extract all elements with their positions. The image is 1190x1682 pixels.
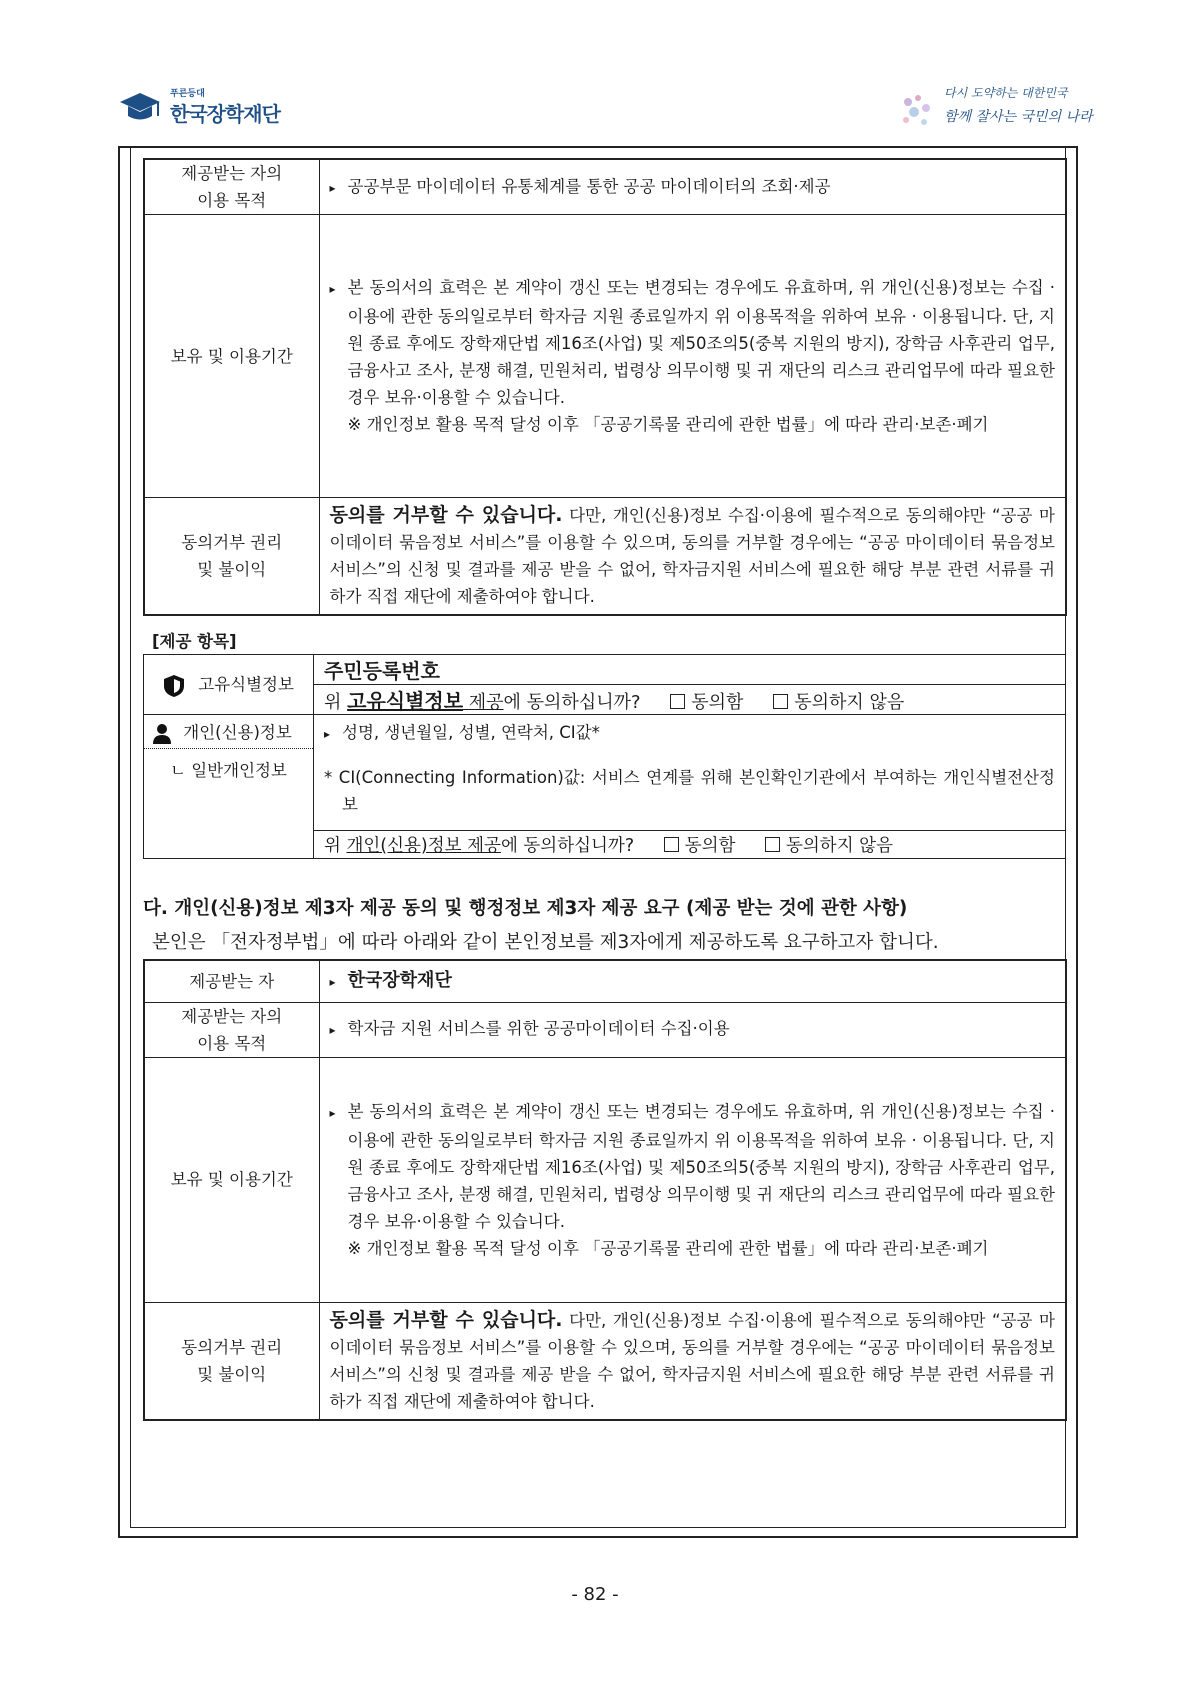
personal-agree-option[interactable] [664,836,736,856]
label-line: 제공받는 자의 [181,164,283,183]
slogan-emblem-icon [900,92,940,128]
row-label-purpose [144,159,319,215]
disagree-checkbox[interactable] [773,694,788,709]
retention-cell [319,1057,1066,1302]
page-number: - 82 - [571,1584,619,1605]
question-prefix: 위 [324,836,347,856]
refusal-label [144,1302,319,1420]
purpose-text: ▸ 학자금 지원 서비스를 위한 공공마이데이터 수집·이용 [330,1015,1056,1044]
refusal-lead: 동의를 거부할 수 있습니다. [329,1308,563,1331]
label-line: 및 불이익 [197,560,267,579]
agree-label: 동의함 [684,836,736,856]
row-label-retention: 보유 및 이용기간 [144,215,319,498]
shield-icon [163,674,185,698]
personal-disagree-option[interactable] [765,836,893,856]
retention-note: ※ 개인정보 활용 목적 달성 이후 「공공기록물 관리에 관한 법률」에 따라 관리·보존·폐기 [347,1238,989,1258]
slogan-line-2: 함께 잘사는 국민의 나라 [944,109,1093,125]
row-content-retention [319,215,1066,498]
disagree-label: 동의하지 않음 [786,836,893,856]
row-content-refusal [319,498,1066,616]
personal-label: 개인(신용)정보 [183,723,292,742]
consent-table-1 [143,158,1067,616]
retention-label: 보유 및 이용기간 [144,1057,319,1302]
personal-label-cell [144,715,314,859]
logo-name: 한국장학재단 [170,102,280,126]
table-row [144,1302,1066,1420]
graduation-cap-icon [118,90,162,126]
unique-id-label-cell [144,655,314,715]
question-suffix: 에 동의하십니까? [503,692,641,713]
retention-note: ※ 개인정보 활용 목적 달성 이후 「공공기록물 관리에 관한 법률」에 따라 관리·보존·폐기 [347,415,989,434]
personal-label-row [144,719,313,749]
ci-footnote: * CI(Connecting Information)값: 서비스 연계를 위해 본인확인기관에서 부여하는 개인식별전산정보 [324,768,1055,814]
question-term: 고유식별정보 [347,689,464,713]
slogan-line-1: 다시 도약하는 대한민국 [944,86,1068,100]
table-row [144,498,1066,616]
unique-id-disagree-option[interactable] [773,692,904,713]
recipient-label: 제공받는 자 [144,960,319,1002]
recipient-name: ▸ 한국장학재단 [330,967,1056,996]
table-row [144,159,1066,215]
unique-id-value-cell [314,655,1066,685]
unique-id-value: 주민등록번호 [324,659,440,683]
unique-id-question-cell [314,685,1066,715]
question-suffix: 에 동의하십니까? [500,836,635,856]
section-d-heading: 다. 개인(신용)정보 제3자 제공 동의 및 행정정보 제3자 제공 요구 (제공 받는 것에 관한 사항) [143,898,908,919]
row-label-refusal [144,498,319,616]
label-line: 동의거부 권리 [181,1337,283,1357]
personal-question-cell [314,831,1066,859]
label-line: 및 불이익 [197,1364,267,1384]
logo-tagline: 푸른등대 [170,89,205,99]
table-row [144,715,1066,831]
refusal-cell [319,1302,1066,1420]
label-line: 이용 목적 [197,191,267,210]
provision-table [143,654,1066,859]
retention-text: ▸ 본 동의서의 효력은 본 계약이 갱신 또는 변경되는 경우에도 유효하며, 위 개인(신용)정보는 수집 · 이용에 관한 동의일로부터 학자금 지원 종료일까지 위 이용목적을 위하여 보유 · 이용됩니다. 단, 지원 종료 후에도 장학재단법 제16조(사업) 및 제50조의5(중복 지원의 방지), 장학금 사후관리 업무, 금융사고 조사, 분쟁 해결, 민원처리, 법령상 의무이행 및 귀 재단의 리스크 관리업무에 따라 필요한 경우 보유·이용할 수 있습니다. [330,1098,1056,1235]
question-mid: 제공 [463,692,504,713]
refusal-text: 다만, 개인(신용)정보 수집·이용에 필수적으로 동의해야만 “공공 마이데이터 묶음정보 서비스”를 이용할 수 있으며, 동의를 거부할 경우에는 “공공 마이데이터 묶음정보 서비스”의 신청 및 결과를 제공 받을 수 없어, 학자금지원 서비스에 필요한 해당 부분 관련 서류를 귀하가 직접 재단에 제출하여야 합니다. [329,1310,1055,1411]
section-d-intro: 본인은 「전자정부법」에 따라 아래와 같이 본인정보를 제3자에게 제공하도록 요구하고자 합니다. [152,932,939,953]
refusal-lead: 동의를 거부할 수 있습니다. [329,504,563,526]
personal-sublabel: ㄴ 일반개인정보 [170,760,287,780]
unique-id-label: 고유식별정보 [198,675,294,694]
table-row [144,960,1066,1002]
purpose-item: ▸ 공공부문 마이데이터 유통체계를 통한 공공 마이데이터의 조회·제공 [330,173,1056,202]
label-line: 동의거부 권리 [181,533,283,552]
purpose-label [144,1002,319,1057]
consent-table-2 [143,959,1067,1421]
disagree-label: 동의하지 않음 [794,692,905,713]
table-row [144,655,1066,685]
disagree-checkbox[interactable] [765,837,780,852]
agree-label: 동의함 [691,692,744,713]
purpose-cell [319,1002,1066,1057]
agree-checkbox[interactable] [664,837,679,852]
table-row [144,215,1066,498]
refusal-text: 다만, 개인(신용)정보 수집·이용에 필수적으로 동의해야만 “공공 마이데이터 묶음정보 서비스”를 이용할 수 있으며, 동의를 거부할 경우에는 “공공 마이데이터 묶음정보 서비스”의 신청 및 결과를 제공 받을 수 없어, 학자금지원 서비스에 필요한 해당 부분 관련 서류를 귀하가 직접 재단에 제출하여야 합니다. [329,506,1055,606]
personal-content-cell [314,715,1066,831]
agree-checkbox[interactable] [670,694,685,709]
question-term: 개인(신용)정보 제공 [346,836,501,856]
unique-id-agree-option[interactable] [670,692,743,713]
table-row [144,1057,1066,1302]
row-content-purpose [319,159,1066,215]
personal-items: ▸ 성명, 생년월일, 성별, 연락처, CI값* [324,719,1055,748]
provision-section-title: [제공 항목] [152,632,237,651]
retention-text: ▸ 본 동의서의 효력은 본 계약이 갱신 또는 변경되는 경우에도 유효하며, 위 개인(신용)정보는 수집 · 이용에 관한 동의일로부터 학자금 지원 종료일까지 위 이용목적을 위하여 보유 · 이용됩니다. 단, 지원 종료 후에도 장학재단법 제16조(사업) 및 제50조의5(중복 지원의 방지), 장학금 사후관리 업무, 금융사고 조사, 분쟁 해결, 민원처리, 법령상 의무이행 및 귀 재단의 리스크 관리업무에 따라 필요한 경우 보유·이용할 수 있습니다. [330,274,1056,411]
kosaf-logo [118,86,298,132]
label-line: 이용 목적 [197,1033,267,1053]
label-line: 제공받는 자의 [181,1006,283,1026]
question-prefix: 위 [324,692,348,713]
recipient-cell [319,960,1066,1002]
government-slogan [900,82,1093,134]
person-icon [152,723,172,745]
table-row [144,1002,1066,1057]
